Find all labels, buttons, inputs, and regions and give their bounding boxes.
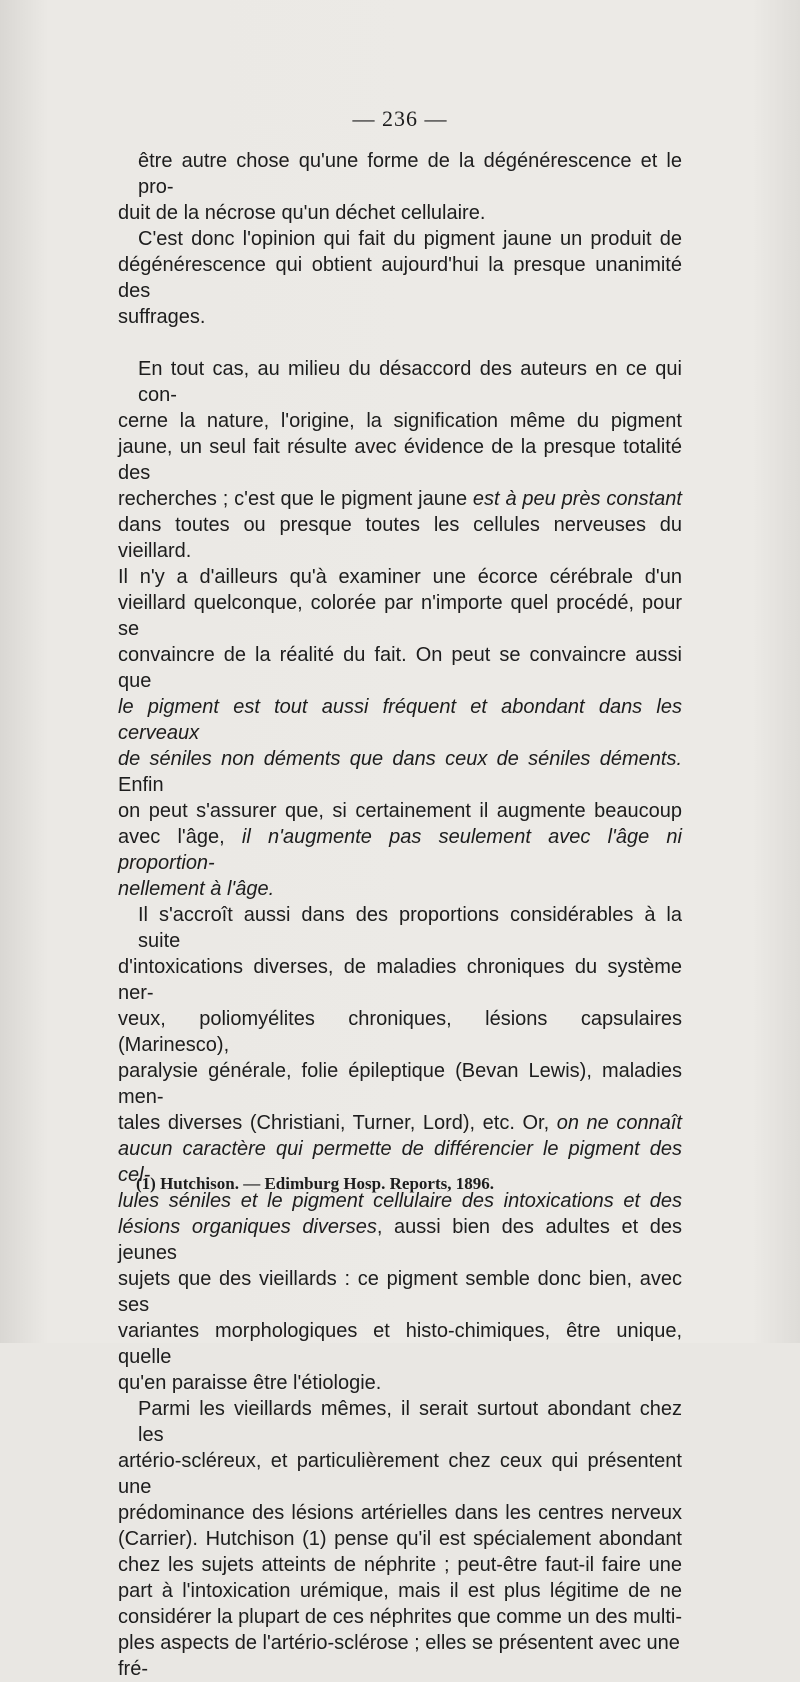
footnote: (1) Hutchison. — Edimburg Hosp. Reports, 1896. <box>136 1174 494 1193</box>
text-line: prédominance des lésions artérielles dans les centres nerveux <box>118 1502 682 1524</box>
text-line: recherches ; c'est que le pigment jaune est à peu près constant <box>118 488 682 510</box>
text-line: Il s'accroît aussi dans des proportions considérables à la suite <box>138 904 682 952</box>
text-line: (Carrier). Hutchison (1) pense qu'il est spécialement abondant <box>118 1528 682 1550</box>
paragraph <box>118 902 682 1396</box>
text-line: Il n'y a d'ailleurs qu'à examiner une écorce cérébrale d'un <box>118 566 682 588</box>
text-line: part à l'intoxication urémique, mais il est plus légitime de ne <box>118 1580 682 1602</box>
text-line: Parmi les vieillards mêmes, il serait surtout abondant chez les <box>138 1398 682 1446</box>
text-line: convaincre de la réalité du fait. On peut se convaincre aussi que <box>118 644 682 692</box>
text-line: dans toutes ou presque toutes les cellules nerveuses du vieillard. <box>118 514 682 562</box>
text-line: sujets que des vieillards : ce pigment semble donc bien, avec ses <box>118 1268 682 1316</box>
text-line: le pigment est tout aussi fréquent et abondant dans les cerveaux <box>118 696 682 744</box>
text-line: être autre chose qu'une forme de la dégénérescence et le pro- <box>138 150 682 198</box>
text-line: lésions organiques diverses, aussi bien des adultes et des jeunes <box>118 1216 682 1264</box>
text-line: ples aspects de l'artério-sclérose ; elles se présentent avec une fré- <box>118 1632 680 1680</box>
paragraph <box>118 148 682 226</box>
text-line: En tout cas, au milieu du désaccord des auteurs en ce qui con- <box>138 358 682 406</box>
paragraph <box>118 1396 682 1682</box>
text-line: vieillard quelconque, colorée par n'importe quel procédé, pour se <box>118 592 682 640</box>
body-text <box>118 148 682 1682</box>
paragraph <box>118 356 682 902</box>
text-line: cerne la nature, l'origine, la signification même du pigment <box>118 410 682 432</box>
text-line: aucun caractère qui permette de différencier le pigment des cel- <box>118 1138 682 1186</box>
text-line: C'est donc l'opinion qui fait du pigment jaune un produit de <box>138 228 682 250</box>
text-line: suffrages. <box>118 306 206 328</box>
text-line: considérer la plupart de ces néphrites que comme un des multi- <box>118 1606 682 1628</box>
text-line: artério-scléreux, et particulièrement chez ceux qui présentent une <box>118 1450 682 1498</box>
text-line: nellement à l'âge. <box>118 878 275 900</box>
text-line: veux, poliomyélites chroniques, lésions capsulaires (Marinesco), <box>118 1008 682 1056</box>
text-line: paralysie générale, folie épileptique (Bevan Lewis), maladies men- <box>118 1060 682 1108</box>
text-line: lules séniles et le pigment cellulaire des intoxications et des <box>118 1190 682 1212</box>
text-line: de séniles non déments que dans ceux de séniles déments. Enfin <box>118 748 682 796</box>
text-line: variantes morphologiques et histo-chimiques, être unique, quelle <box>118 1320 682 1368</box>
text-line: tales diverses (Christiani, Turner, Lord), etc. Or, on ne connaît <box>118 1112 682 1134</box>
text-line: duit de la nécrose qu'un déchet cellulaire. <box>118 202 486 224</box>
page-number: — 236 — <box>352 106 448 131</box>
text-line: on peut s'assurer que, si certainement il augmente beaucoup <box>118 800 682 822</box>
paragraph <box>118 226 682 330</box>
text-line: dégénérescence qui obtient aujourd'hui la presque unanimité des <box>118 254 682 302</box>
text-line: jaune, un seul fait résulte avec évidence de la presque totalité des <box>118 436 682 484</box>
text-line: chez les sujets atteints de néphrite ; peut-être faut-il faire une <box>118 1554 682 1576</box>
text-line: avec l'âge, il n'augmente pas seulement avec l'âge ni proportion- <box>118 826 682 874</box>
text-line: qu'en paraisse être l'étiologie. <box>118 1372 382 1394</box>
text-line: d'intoxications diverses, de maladies chroniques du système ner- <box>118 956 682 1004</box>
